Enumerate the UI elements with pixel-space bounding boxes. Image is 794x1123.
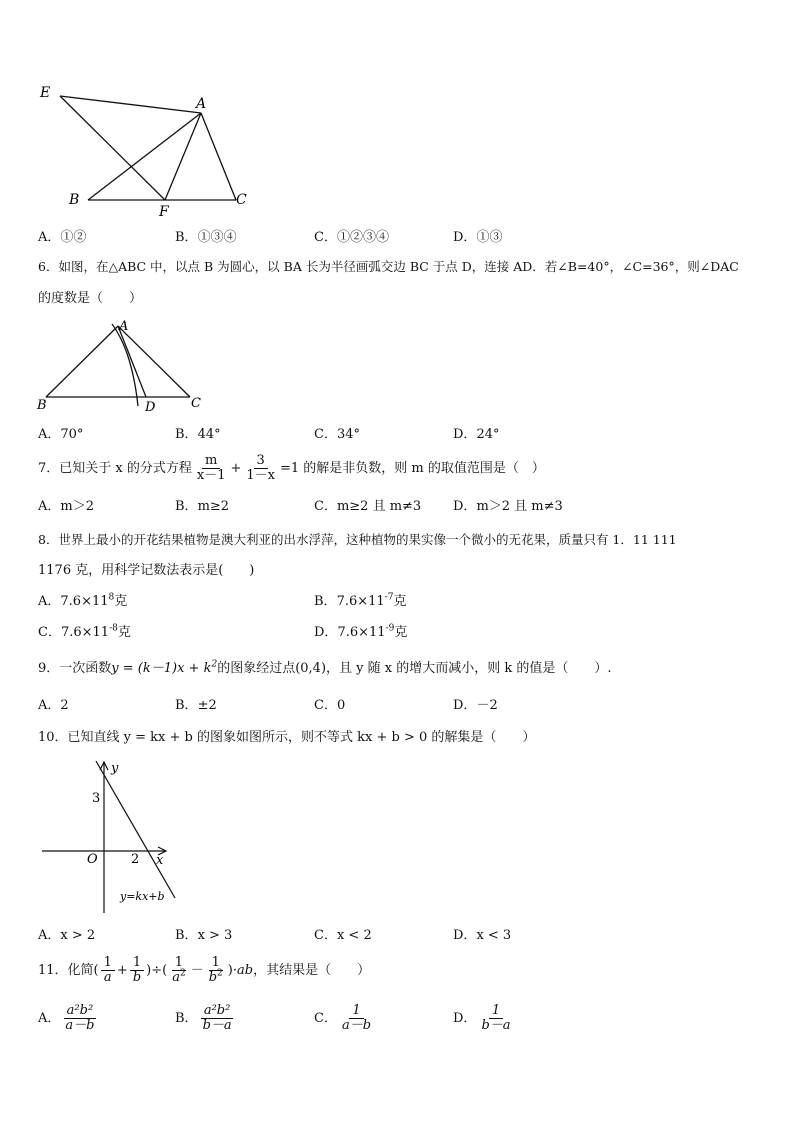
fig5-label-b: B	[69, 192, 80, 208]
q9-stem: 9．一次函数$y = (k-1)x + k^2$的图象经过点(0,4)，且 y 随 x 的增大而减小，则 k 的值是（ ）.	[38, 659, 612, 676]
q6-stem-line2: 的度数是（ ）	[38, 291, 143, 306]
q8-option-b[interactable]: B．$7.6\times 11^{-7}$克	[314, 592, 407, 609]
q8-stem-line2: 1176 克，用科学记数法表示是( )	[38, 563, 255, 578]
q5-option-d[interactable]: D．①③	[453, 230, 503, 245]
q6-option-b[interactable]: B．44°	[175, 427, 221, 442]
q9-option-c[interactable]: C．0	[314, 698, 346, 713]
fig10-label-y: y	[111, 761, 119, 776]
q10-option-b[interactable]: B．x > 3	[175, 928, 233, 943]
fig6-label-c: C	[191, 396, 201, 411]
q11-frac-1-over-a2: $\frac{1}{a^2}$	[172, 955, 186, 985]
q7-stem: 7．已知关于 x 的分式方程 $\frac{m}{x-1}$ + $\frac{3}{1-x}$ =1 的解是非负数，则 m 的取值范围是（ ）	[38, 453, 545, 483]
q11-frac-1-over-b2: $\frac{1}{b^2}$	[208, 955, 223, 985]
q7-fraction-2: $\frac{3}{1-x}$	[246, 453, 275, 483]
q9-option-b[interactable]: B．±2	[175, 698, 217, 713]
q7-option-b[interactable]: B．m≥2	[175, 499, 230, 514]
q7-fraction-1: $\frac{m}{x-1}$	[196, 453, 226, 483]
q7-option-c[interactable]: C．m≥2 且 m≠3	[314, 499, 422, 514]
fig5-label-a: A	[196, 96, 207, 112]
q7-option-d[interactable]: D．m＞2 且 m≠3	[453, 499, 563, 514]
fig5-label-f: F	[159, 204, 169, 219]
q9-option-d[interactable]: D．－2	[453, 698, 498, 713]
q6-option-a[interactable]: A．70°	[38, 427, 84, 442]
q8-option-c[interactable]: C．$7.6\times 11^{-8}$克	[38, 623, 131, 640]
fig10-label-three: 3	[92, 791, 101, 806]
q6-stem-line1: 6．如图，在△ABC 中，以点 B 为圆心，以 BA 长为半径画弧交边 BC 于点 D，连接 AD．若∠B=40°，∠C=36°，则∠DAC	[38, 259, 739, 274]
q10-option-a[interactable]: A．x > 2	[38, 928, 96, 943]
q8-option-d[interactable]: D．$7.6\times 11^{-9}$克	[314, 623, 408, 640]
q9-option-a[interactable]: A．2	[38, 698, 69, 713]
fig5-label-c: C	[236, 192, 247, 208]
q5-option-c[interactable]: C．①②③④	[314, 230, 389, 245]
q11-option-c[interactable]: C． $\frac{1}{a-b}$	[314, 1003, 372, 1033]
fig10-label-line: y=kx+b	[120, 890, 165, 903]
q10-option-c[interactable]: C．x < 2	[314, 928, 372, 943]
q10-stem: 10．已知直线 y = kx + b 的图象如图所示，则不等式 kx + b > 0 的解集是（ ）	[38, 730, 536, 745]
q6-option-d[interactable]: D．24°	[453, 427, 500, 442]
fig6-label-b: B	[37, 398, 47, 413]
q5-option-a[interactable]: A．①②	[38, 230, 87, 245]
q6-option-c[interactable]: C．34°	[314, 427, 360, 442]
q11-option-a[interactable]: A． $\frac{\text{a²b²}}{a-b}$	[38, 1003, 95, 1033]
q5-figure	[36, 84, 256, 219]
fig6-label-d: D	[145, 400, 156, 415]
q8-option-a[interactable]: A．$7.6\times 11^8$克	[38, 592, 128, 609]
q7-option-a[interactable]: A．m＞2	[38, 499, 94, 514]
q11-option-b[interactable]: B． $\frac{\text{a²b²}}{b-a}$	[175, 1003, 232, 1033]
q11-option-d[interactable]: D． $\frac{1}{b-a}$	[453, 1003, 511, 1033]
q10-option-d[interactable]: D．x < 3	[453, 928, 512, 943]
q11-frac-1-over-a: $\frac{1}{a}$	[101, 956, 115, 985]
q11-stem: 11．化简( $\frac{1}{a}$ + $\frac{1}{b}$ )÷( $\frac{1}{a^2}$ － $\frac{1}{b^2}$ )·ab，其结果是（ ）	[38, 955, 371, 985]
q5-option-b[interactable]: B．①③④	[175, 230, 237, 245]
fig5-label-e: E	[40, 85, 51, 101]
q11-frac-1-over-b: $\frac{1}{b}$	[130, 956, 144, 985]
q8-stem-line1: 8．世界上最小的开花结果植物是澳大利亚的出水浮萍，这种植物的果实像一个微小的无花果，质量只有 1．11 111	[38, 532, 677, 547]
fig6-label-a: A	[119, 319, 129, 334]
fig10-label-two: 2	[131, 852, 140, 867]
q6-figure	[34, 316, 214, 416]
fig10-label-x: x	[156, 853, 164, 868]
q10-figure	[38, 758, 188, 918]
fig10-label-o: O	[87, 852, 98, 867]
